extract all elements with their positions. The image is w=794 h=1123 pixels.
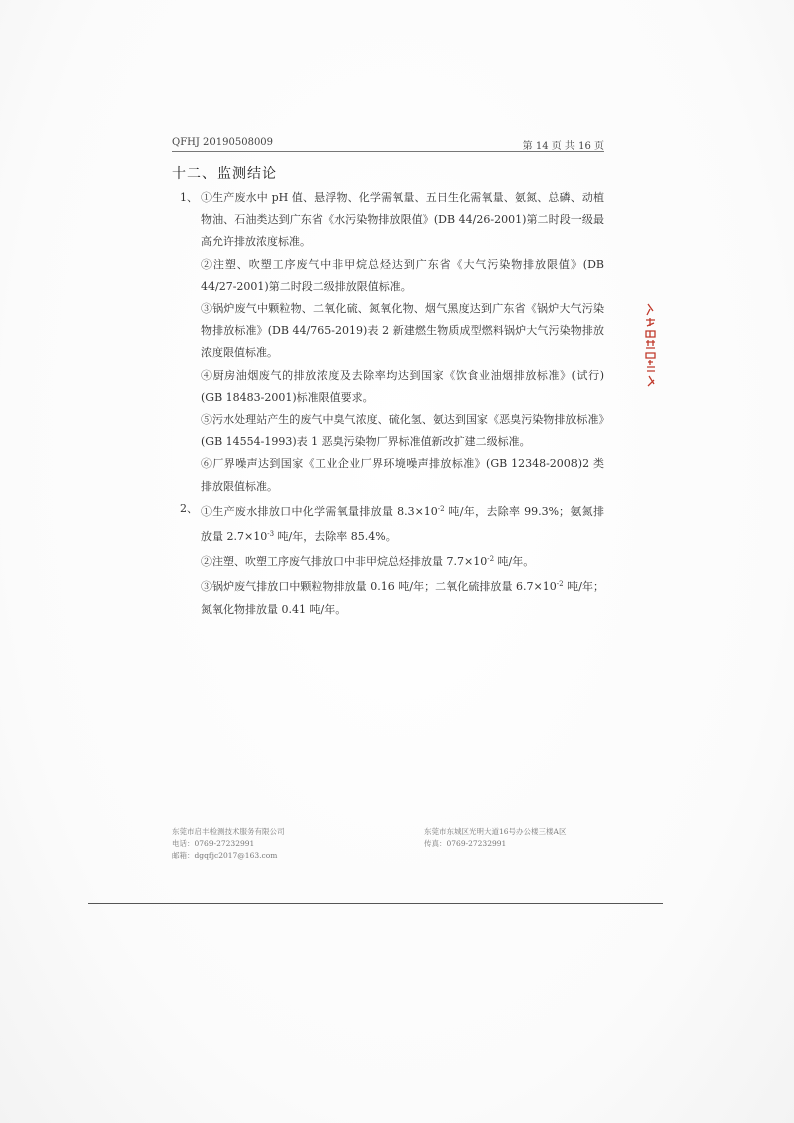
emission-paragraph: ③锅炉废气排放口中颗粒物排放量 0.16 吨/年；二氧化硫排放量 $6.7\times 10^{-2}$ 吨/年；氮氧化物排放量 0.41 吨/年。	[201, 580, 605, 616]
conclusion-paragraph: ⑤污水处理站产生的废气中臭气浓度、硫化氢、氨达到国家《恶臭污染物排放标准》(GB 14554-1993)表 1 恶臭污染物厂界标准值新改扩建二级标准。	[201, 413, 604, 449]
conclusions-body	[180, 187, 604, 621]
conclusion-item-2	[180, 498, 604, 621]
emission-paragraph: ②注塑、吹塑工序废气排放口中非甲烷总烃排放量 $7.7\times 10^{-2}$ 吨/年。	[201, 555, 535, 569]
bottom-divider	[88, 903, 663, 904]
conclusion-paragraph: ③锅炉废气中颗粒物、二氧化硫、氮氧化物、烟气黑度达到广东省《锅炉大气污染物排放标准》(DB 44/765-2019)表 2 新建燃生物质成型燃料锅炉大气污染物排放浓度限值标准。	[201, 302, 604, 360]
item-number: 2、	[180, 501, 198, 515]
company-address: 东莞市东城区光明大道16号办公楼三楼A区	[424, 827, 567, 836]
phone-number: 电话：0769-27232991	[172, 839, 255, 848]
page-number: 第 14 页 共 16 页	[522, 141, 604, 152]
footer-right	[424, 826, 566, 850]
fax-number: 传真：0769-27232991	[424, 839, 507, 848]
email-address: 邮箱：dgqfjc2017@163.com	[172, 851, 278, 860]
seal-stamp-icon	[642, 302, 660, 390]
company-name: 东莞市启丰检测技术服务有限公司	[172, 827, 285, 836]
footer-left	[172, 826, 285, 862]
item-number: 1、	[180, 191, 198, 204]
conclusion-paragraph: ⑥厂界噪声达到国家《工业企业厂界环境噪声排放标准》(GB 12348-2008)2 类排放限值标准。	[201, 457, 604, 493]
conclusion-paragraph: ④厨房油烟废气的排放浓度及去除率均达到国家《饮食业油烟排放标准》(试行)(GB 18483-2001)标准限值要求。	[201, 368, 604, 404]
conclusion-paragraph: ②注塑、吹塑工序废气中非甲烷总烃达到广东省《大气污染物排放限值》(DB 44/27-2001)第二时段二级排放限值标准。	[201, 257, 604, 293]
section-title: 十二、监测结论	[172, 166, 277, 182]
header-divider	[172, 151, 604, 152]
emission-paragraph: ①生产废水排放口中化学需氧量排放量 $8.3\times 10^{-2}$ 吨/年，去除率 99.3%；氨氮排放量 $2.7\times 10^{-3}$ 吨/年，去除率 85.4%。	[201, 504, 604, 544]
conclusion-paragraph: ①生产废水中 pH 值、悬浮物、化学需氧量、五日生化需氧量、氨氮、总磷、动植物油、石油类达到广东省《水污染物排放限值》(DB 44/26-2001)第二时段一级最高允许排放浓度标准。	[201, 191, 604, 249]
conclusion-item-1	[180, 187, 604, 498]
report-code: QFHJ 20190508009	[172, 137, 274, 148]
